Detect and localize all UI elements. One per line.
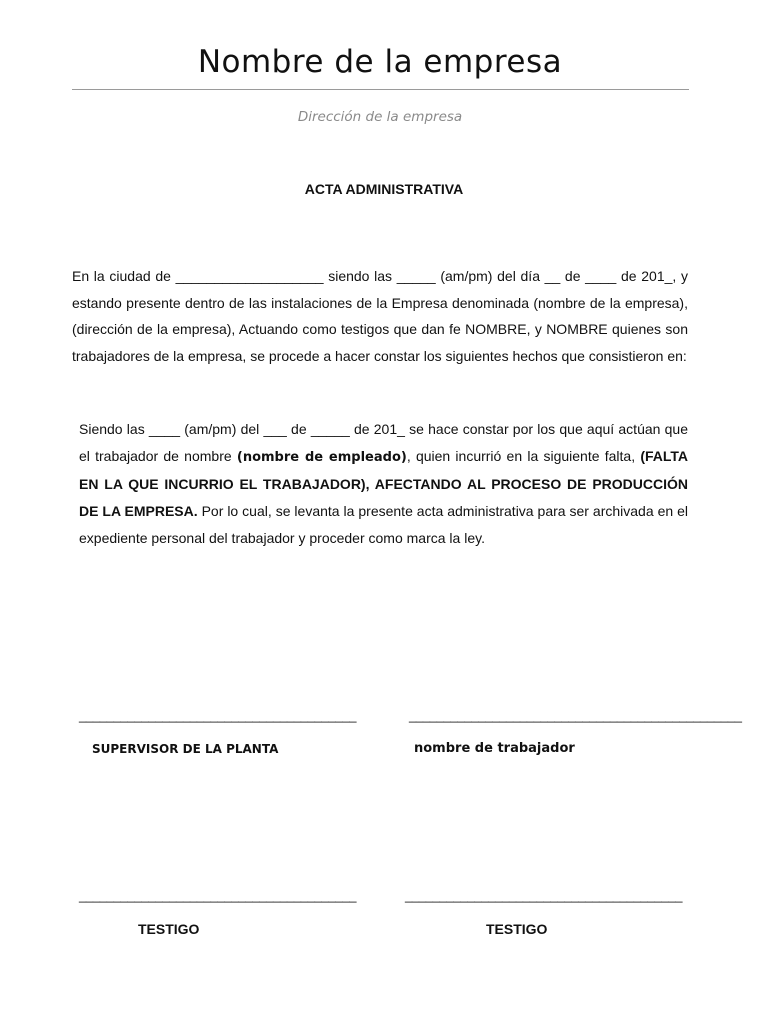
facts-text-2: , quien incurrió en la siguiente falta, bbox=[406, 447, 641, 464]
facts-text-3: Por lo cual, se levanta la presente acta administrativa para ser archivada en el expediente personal del trabajador y proceder como marca la ley. bbox=[79, 503, 688, 546]
facts-text-1: Siendo las ____ (am/pm) del ___ de _____ de 201_ se hace constar por los que aquí actúan que el trabajador de nombre bbox=[79, 421, 688, 464]
signature-label-witness-1: TESTIGO bbox=[138, 921, 200, 937]
facts-paragraph bbox=[79, 416, 688, 552]
fault-description: (FALTA EN LA QUE INCURRIO EL TRABAJADOR), AFECTANDO AL PROCESO DE PRODUCCIÓN DE LA EMPRESA. bbox=[79, 447, 688, 520]
signature-label-worker: nombre de trabajador bbox=[414, 741, 575, 756]
header-divider bbox=[72, 89, 689, 90]
company-name: Nombre de la empresa bbox=[197, 44, 563, 80]
signature-line-worker: ________________________________________________ bbox=[409, 708, 742, 723]
signature-line-supervisor: ________________________________________ bbox=[79, 708, 357, 723]
company-address: Dirección de la empresa bbox=[297, 109, 463, 125]
signature-label-witness-2: TESTIGO bbox=[486, 921, 548, 937]
signature-label-supervisor: SUPERVISOR DE LA PLANTA bbox=[92, 742, 279, 756]
document-title: ACTA ADMINISTRATIVA bbox=[304, 181, 464, 197]
signature-line-witness-2: ________________________________________ bbox=[405, 888, 683, 903]
signature-line-witness-1: ________________________________________ bbox=[79, 888, 357, 903]
employee-name-placeholder: (nombre de empleado) bbox=[236, 449, 407, 465]
intro-paragraph: En la ciudad de ___________________ siendo las _____ (am/pm) del día __ de ____ de 201_, y estando presente dentro de las instalaciones de la Empresa denominada (nombre de la empresa), (dirección de la empresa), Actuando como testigos que dan fe NOMBRE, y NOMBRE quienes son trabajadores de la empresa, se procede a hacer constar los siguientes hechos que consistieron en: bbox=[72, 268, 688, 365]
